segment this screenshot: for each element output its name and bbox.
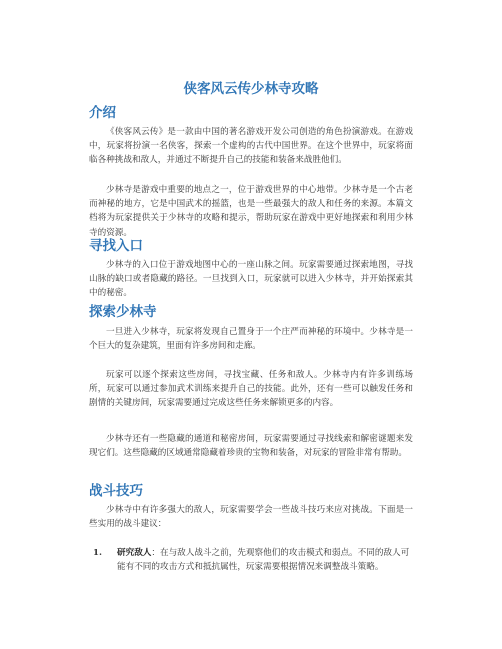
paragraph: 一旦进入少林寺，玩家将发现自己置身于一个庄严而神秘的环境中。少林寺是一个巨大的复杂建筑，里面有许多房间和走廊。: [89, 327, 413, 352]
section-heading-explore: 探索少林寺: [89, 304, 157, 320]
paragraph: 少林寺的入口位于游戏地图中心的一座山脉之间。玩家需要通过探索地图，寻找山脉的缺口或者隐藏的路径。一旦找到入口，玩家就可以进入少林寺，并开始探索其中的秘密。: [89, 260, 413, 299]
list-item-text: ：在与敌人战斗之前，先观察他们的攻击模式和弱点。不同的敌人可能有不同的攻击方式和抵抗属性，玩家需要根据情况来调整战斗策略。: [117, 548, 410, 573]
paragraph: 少林寺中有许多强大的敌人，玩家需要学会一些战斗技巧来应对挑战。下面是一些实用的战斗建议：: [89, 505, 413, 530]
paragraph: 《侠客风云传》是一款由中国的著名游戏开发公司创造的角色扮演游戏。在游戏中，玩家将扮演一名侠客，探索一个虚构的古代中国世界。在这个世界中，玩家将面临各种挑战和敌人，并通过不断提升自己的技能和装备来战胜他们。: [89, 127, 413, 166]
section-heading-find-entrance: 寻找入口: [89, 238, 143, 254]
paragraph: 玩家可以逐个探索这些房间，寻找宝藏、任务和敌人。少林寺内有许多训练场所，玩家可以通过参加武术训练来提升自己的技能。此外，还有一些可以触发任务和剧情的关键房间，玩家需要通过完成这些任务来解锁更多的内容。: [89, 370, 413, 409]
section-heading-intro: 介绍: [89, 105, 116, 121]
list-item-number: 1.: [93, 548, 102, 558]
paragraph: 少林寺还有一些隐藏的通道和秘密房间，玩家需要通过寻找线索和解密谜题来发现它们。这些隐藏的区域通常隐藏着珍贵的宝物和装备，对玩家的冒险非常有帮助。: [89, 434, 413, 459]
list-item: [93, 546, 413, 574]
document-title: 侠客风云传少林寺攻略: [183, 81, 319, 97]
list-item-lead: 研究敌人: [117, 548, 152, 558]
section-heading-combat: 战斗技巧: [89, 483, 143, 499]
paragraph: 少林寺是游戏中重要的地点之一，位于游戏世界的中心地带。少林寺是一个古老而神秘的地方，它是中国武术的摇篮，也是一些最强大的敌人和任务的来源。本篇文档将为玩家提供关于少林寺的攻略和提示，帮助玩家在游戏中更好地探索和利用少林寺的资源。: [89, 185, 413, 238]
